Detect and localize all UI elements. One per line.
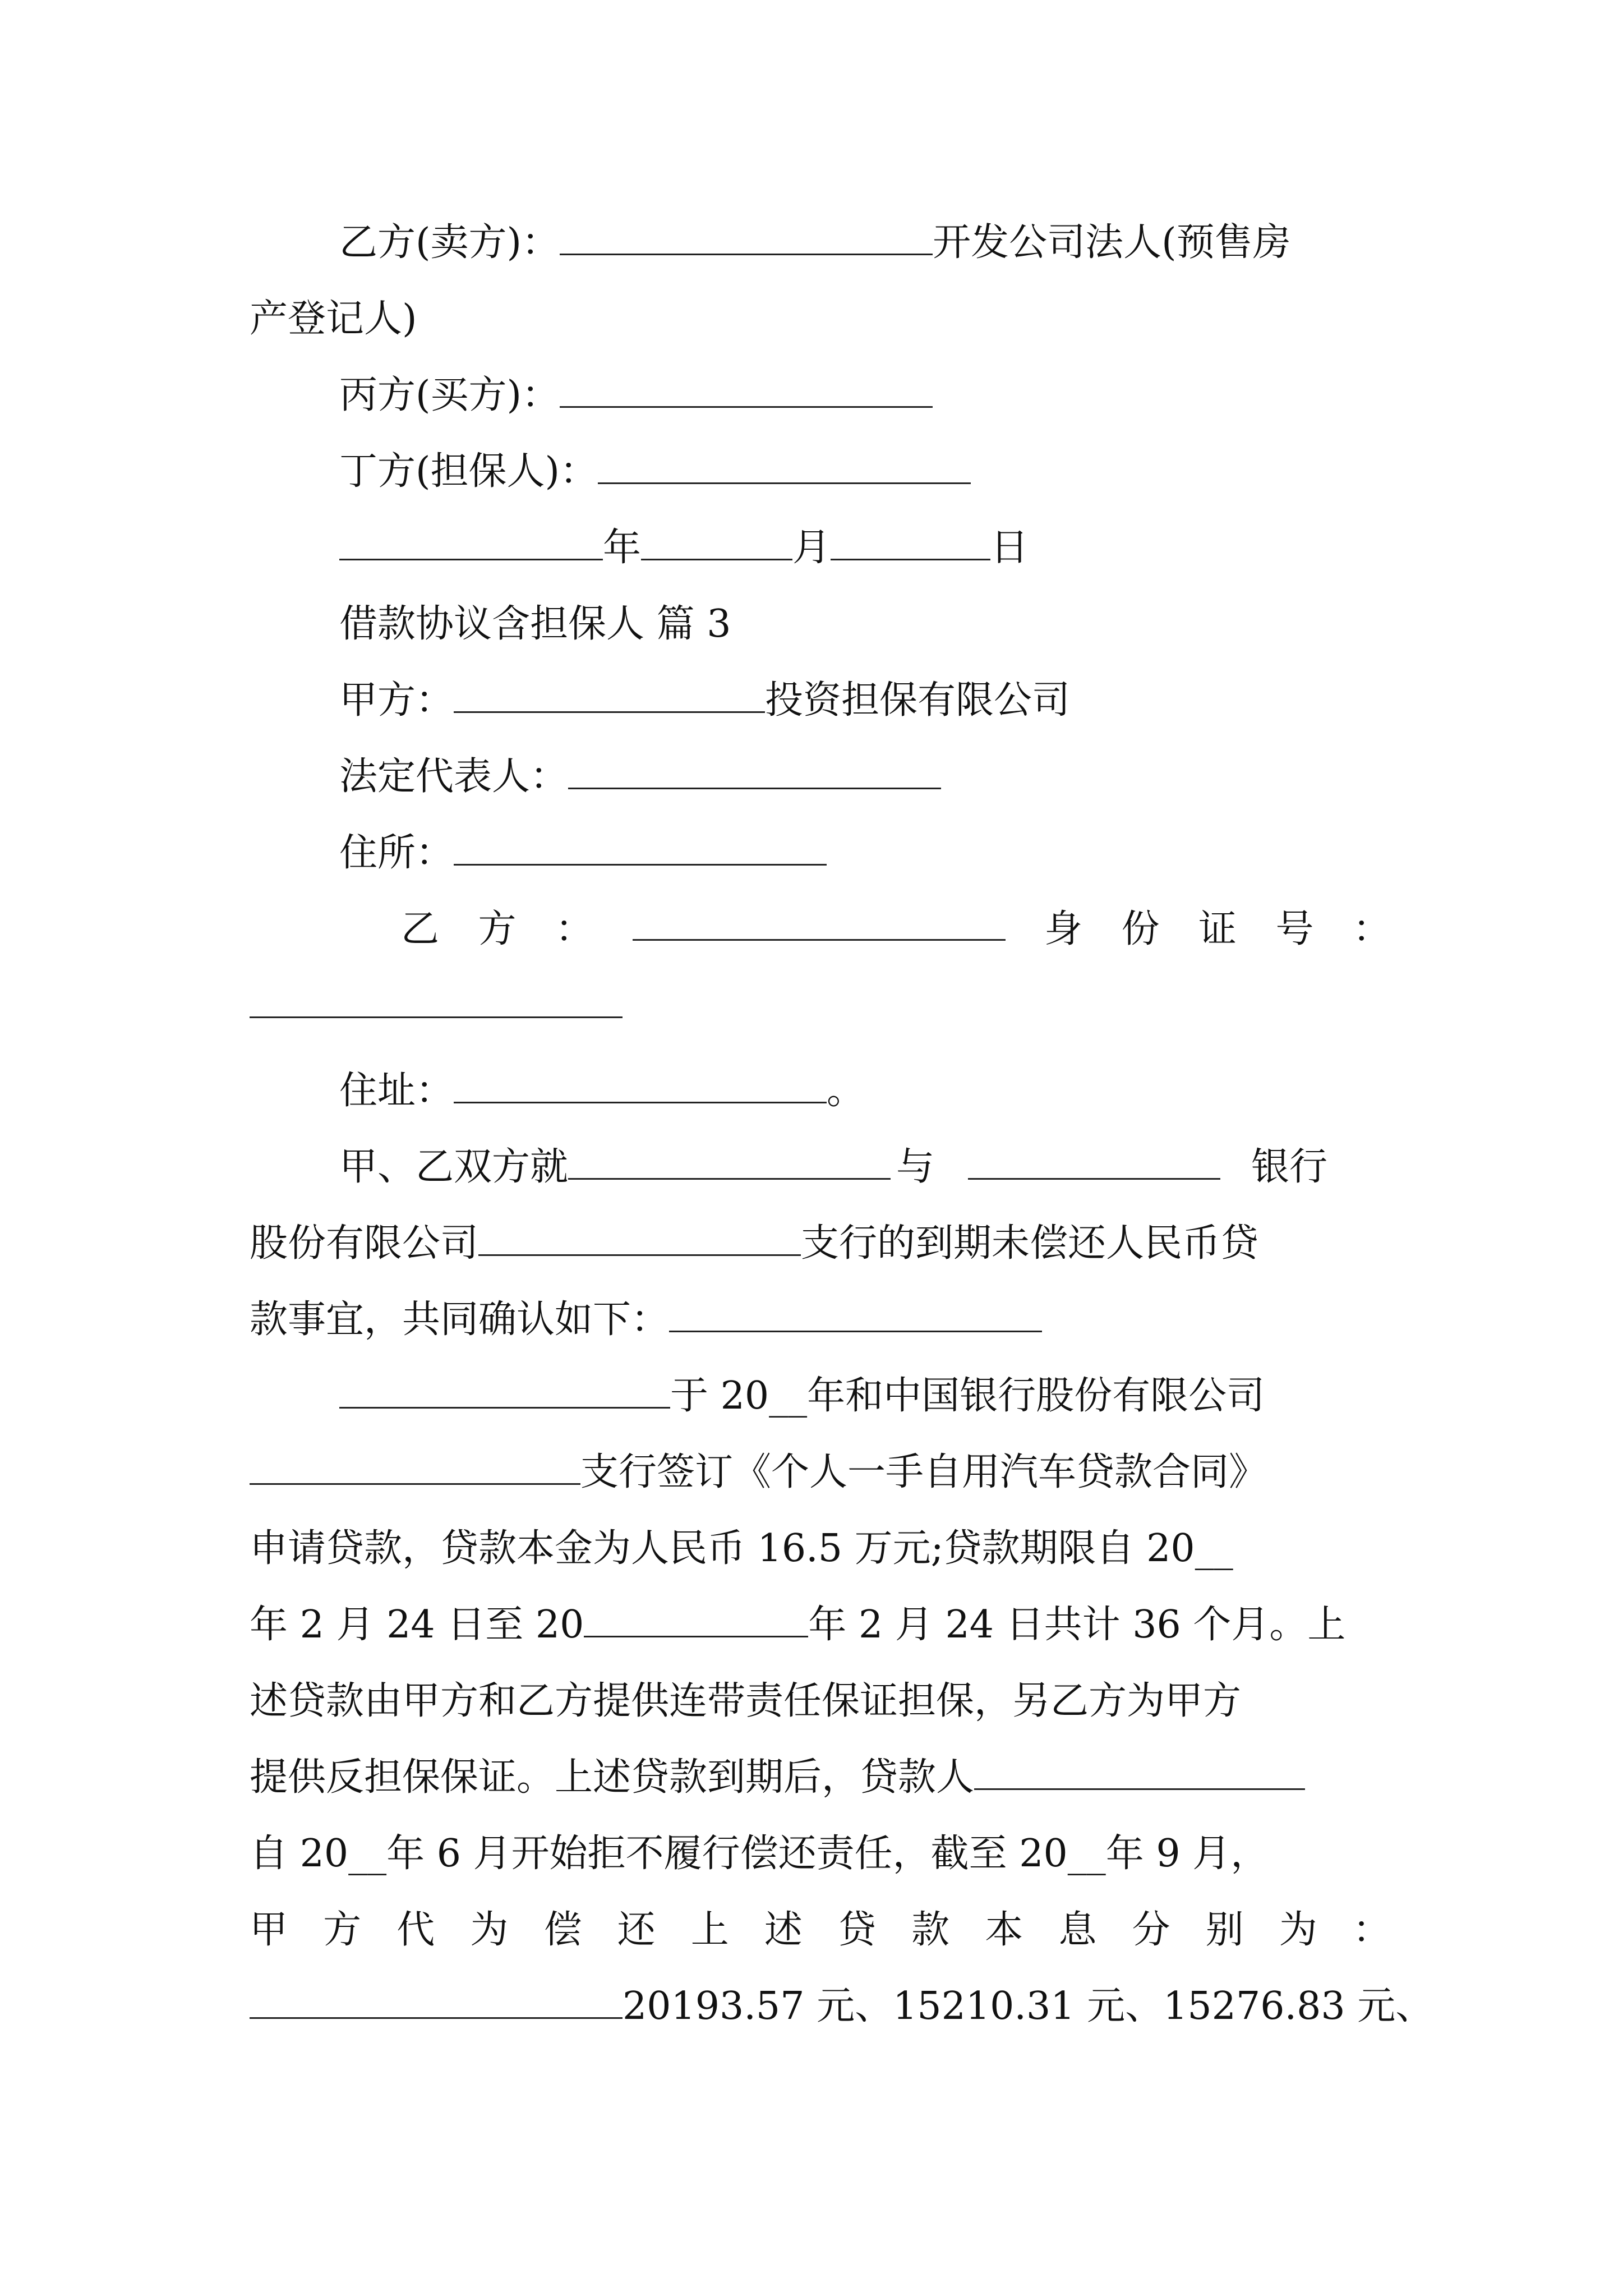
text: 述贷款由甲方和乙方提供连带责任保证担保，另乙方为甲方 xyxy=(250,1679,1242,1723)
text: 款事宜，共同确认如下： xyxy=(250,1297,670,1342)
paragraph-line xyxy=(250,1447,1267,1498)
period: 。 xyxy=(827,1069,865,1113)
year-blank xyxy=(339,524,603,560)
year-label: 年 xyxy=(603,526,642,570)
party-b-label: 乙方(卖方)： xyxy=(339,220,560,265)
amounts-text: 20193.57 元、15210.31 元、15276.83 元、 xyxy=(623,1984,1434,2028)
address-label: 住址： xyxy=(339,1069,454,1113)
char: ： xyxy=(1352,1908,1391,1952)
date-line xyxy=(339,523,1029,573)
paragraph-line xyxy=(339,1371,1265,1421)
char: 证 xyxy=(1198,907,1237,951)
party-a-suffix: 投资担保有限公司 xyxy=(765,678,1071,723)
text: 年 2 月 24 日至 20 xyxy=(250,1603,584,1647)
residence-line xyxy=(339,828,827,878)
text: 于 20__年和中国银行股份有限公司 xyxy=(670,1374,1265,1418)
blank-field xyxy=(454,677,765,713)
char: 款 xyxy=(911,1908,950,1952)
blank-field xyxy=(584,1601,808,1637)
char: 偿 xyxy=(543,1908,582,1952)
blank-field xyxy=(568,1143,891,1180)
blank-field xyxy=(250,982,623,1018)
blank-field xyxy=(568,753,941,789)
party-b-continuation xyxy=(250,294,417,344)
paragraph-line-justified xyxy=(250,1905,1391,1955)
party-b-continuation-text: 产登记人) xyxy=(250,297,417,341)
day-blank xyxy=(831,524,990,560)
char: 为 xyxy=(470,1908,509,1952)
party-b-id-line xyxy=(401,904,1391,955)
char: 还 xyxy=(617,1908,656,1952)
blank-field xyxy=(454,829,827,866)
char: ： xyxy=(1352,907,1391,951)
text: 提供反担保保证。上述贷款到期后，贷款人 xyxy=(250,1755,975,1800)
paragraph-line xyxy=(250,1600,1345,1650)
char: 述 xyxy=(764,1908,803,1952)
char: 身 xyxy=(1044,907,1082,951)
party-a-label: 甲方： xyxy=(339,678,454,723)
blank-field xyxy=(250,1982,623,2019)
text: 银行 xyxy=(1251,1145,1328,1189)
paragraph-line xyxy=(250,1524,1233,1574)
char: 贷 xyxy=(838,1908,877,1952)
paragraph-line xyxy=(250,1676,1241,1727)
char: 方 xyxy=(323,1908,362,1952)
blank-field xyxy=(968,1143,1220,1180)
party-d-label: 丁方(担保人)： xyxy=(339,449,598,494)
char: 本 xyxy=(985,1908,1023,1952)
paragraph-line xyxy=(250,1218,1258,1269)
party-c-label: 丙方(买方)： xyxy=(339,373,560,417)
text: 股份有限公司 xyxy=(250,1221,479,1266)
blank-field xyxy=(669,1296,1042,1332)
blank-field xyxy=(598,448,971,484)
char: 分 xyxy=(1132,1908,1170,1952)
char: 号 xyxy=(1275,907,1314,951)
blank-field xyxy=(560,371,933,408)
section-heading xyxy=(339,599,731,650)
char: 别 xyxy=(1205,1908,1244,1952)
legal-rep-label: 法定代表人： xyxy=(339,754,569,799)
month-label: 月 xyxy=(792,526,831,570)
party-b-suffix: 开发公司法人(预售房 xyxy=(933,220,1291,265)
char: 份 xyxy=(1121,907,1160,951)
party-a-line xyxy=(339,675,1070,726)
char: ： xyxy=(555,907,594,951)
legal-rep-line xyxy=(339,752,941,802)
text: 与 xyxy=(896,1145,935,1189)
text: 自 20__年 6 月开始拒不履行偿还责任，截至 20__年 9 月， xyxy=(250,1832,1269,1876)
text: 甲、乙双方就 xyxy=(339,1145,569,1189)
party-d-guarantor-line xyxy=(339,447,971,497)
text: 年 2 月 24 日共计 36 个月。上 xyxy=(808,1603,1346,1647)
blank-field xyxy=(974,1754,1305,1790)
blank-field xyxy=(454,1067,827,1103)
char: 息 xyxy=(1058,1908,1097,1952)
text: 支行的到期未偿还人民币贷 xyxy=(801,1221,1259,1266)
char: 为 xyxy=(1279,1908,1317,1952)
party-b-seller-line xyxy=(339,218,1291,268)
blank-field xyxy=(478,1220,801,1256)
month-blank xyxy=(641,524,792,560)
party-c-buyer-line xyxy=(339,370,933,421)
blank-field xyxy=(633,904,1006,941)
paragraph-line xyxy=(250,1981,1433,2032)
paragraph-line xyxy=(250,1752,1305,1803)
section-title: 借款协议含担保人 篇 3 xyxy=(339,602,731,646)
day-label: 日 xyxy=(990,526,1029,570)
text: 支行签订《个人一手自用汽车贷款合同》 xyxy=(580,1450,1267,1494)
char: 方 xyxy=(478,907,517,951)
blank-field xyxy=(339,1372,670,1409)
blank-field xyxy=(560,219,933,255)
residence-label: 住所： xyxy=(339,831,454,875)
char: 乙 xyxy=(401,907,440,951)
id-number-blank-line xyxy=(250,981,623,1031)
paragraph-line xyxy=(250,1295,1042,1345)
text: 申请贷款，贷款本金为人民币 16.5 万元;贷款期限自 20__ xyxy=(250,1526,1233,1571)
paragraph-line xyxy=(339,1142,1327,1193)
char: 代 xyxy=(396,1908,435,1952)
address-line xyxy=(339,1066,865,1116)
blank-field xyxy=(250,1448,580,1485)
char: 上 xyxy=(690,1908,729,1952)
char: 甲 xyxy=(250,1908,288,1952)
paragraph-line xyxy=(250,1829,1269,1879)
